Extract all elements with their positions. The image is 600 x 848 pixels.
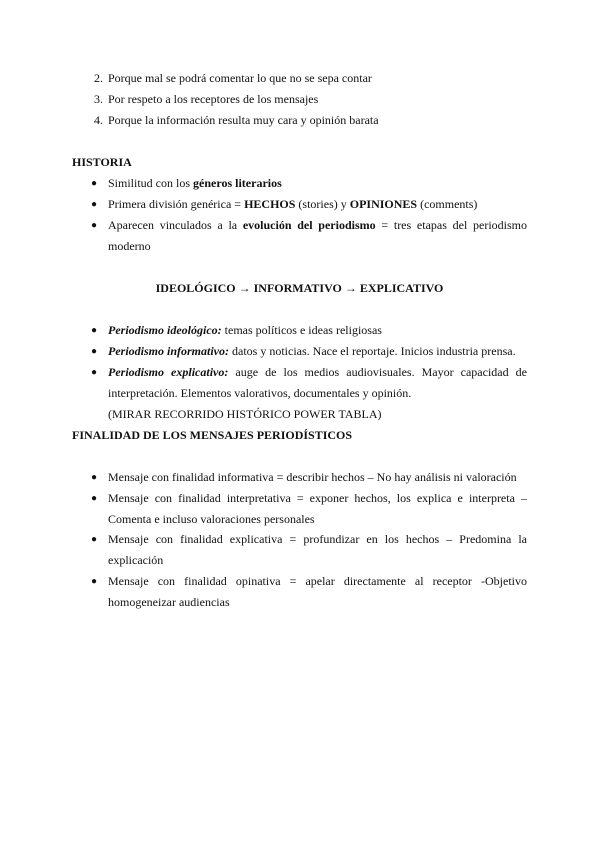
list-item <box>94 89 527 110</box>
item-line: Mensaje con finalidad informativa = describir hechos – No hay análisis ni valoración <box>108 470 517 484</box>
list-item <box>90 362 527 404</box>
list-item <box>90 467 527 488</box>
item-bold-text: OPINIONES <box>349 197 418 211</box>
item-line: Mensaje con finalidad interpretativa = exponer hechos, los explica e interpreta – <box>108 491 527 505</box>
bullet-icon: ● <box>90 534 98 545</box>
item-bold-text: Periodismo ideológico: <box>108 323 222 337</box>
list-number: 2. <box>94 71 103 85</box>
bullet-icon: ● <box>90 178 98 189</box>
list-item <box>94 110 527 131</box>
section-heading-finalidad: FINALIDAD DE LOS MENSAJES PERIODÍSTICOS <box>72 428 353 442</box>
item-bold-text: Periodismo informativo: <box>108 344 229 358</box>
item-text: temas políticos e ideas religiosas <box>221 323 382 337</box>
item-bold-text: HECHOS <box>244 197 296 211</box>
section-heading-historia: HISTORIA <box>72 155 132 169</box>
item-text: = tres etapas del periodismo <box>375 218 527 232</box>
item-text: Primera división genérica = <box>108 197 245 211</box>
bullet-icon: ● <box>90 576 98 587</box>
item-text: (comments) <box>417 197 478 211</box>
item-text: datos y noticias. Nace el reportaje. Inicios industria prensa. <box>229 344 516 358</box>
bullet-icon: ● <box>90 220 98 231</box>
list-text: Porque mal se podrá comentar lo que no se sepa contar <box>108 71 372 85</box>
list-item <box>90 341 527 362</box>
list-item <box>90 320 527 341</box>
item-line <box>108 215 527 236</box>
list-item <box>90 173 527 194</box>
item-text: Aparecen vinculados a la <box>108 218 243 232</box>
item-text: Similitud con los <box>108 176 194 190</box>
item-line: Mensaje con finalidad opinativa = apelar directamente al receptor -Objetivo <box>108 574 527 588</box>
item-bold-text: Periodismo explicativo: <box>108 365 229 379</box>
list-number: 3. <box>94 92 103 106</box>
bullet-icon: ● <box>90 493 98 504</box>
bullet-icon: ● <box>90 199 98 210</box>
item-bold-text: géneros literarios <box>193 176 282 190</box>
etapas-line: IDEOLÓGICO → INFORMATIVO → EXPLICATIVO <box>155 281 444 295</box>
item-line: moderno <box>108 239 151 253</box>
list-item <box>90 529 527 571</box>
item-line: interpretación. Elementos valorativos, documentales y opinión. <box>108 386 412 400</box>
list-item <box>90 194 527 215</box>
item-line: homogeneizar audiencias <box>108 595 230 609</box>
list-item <box>90 488 527 530</box>
bullet-icon: ● <box>90 325 98 336</box>
list-number: 4. <box>94 113 103 127</box>
list-item <box>90 215 527 257</box>
item-line: explicación <box>108 553 164 567</box>
bullet-icon: ● <box>90 346 98 357</box>
item-text: auge de los medios audiovisuales. Mayor capacidad de <box>228 365 527 379</box>
bullet-icon: ● <box>90 367 98 378</box>
item-line <box>108 362 527 383</box>
list-text: Por respeto a los receptores de los mensajes <box>108 92 319 106</box>
list-item <box>90 571 527 613</box>
bullet-icon: ● <box>90 472 98 483</box>
item-bold-text: evolución del periodismo <box>242 218 376 232</box>
item-text: (stories) y <box>295 197 350 211</box>
item-line: Comenta e incluso valoraciones personales <box>108 512 315 526</box>
list-item <box>94 68 527 89</box>
list-text: Porque la información resulta muy cara y opinión barata <box>108 113 379 127</box>
item-line: Mensaje con finalidad explicativa = profundizar en los hechos – Predomina la <box>108 532 527 546</box>
note-text: (MIRAR RECORRIDO HISTÓRICO POWER TABLA) <box>108 407 382 421</box>
